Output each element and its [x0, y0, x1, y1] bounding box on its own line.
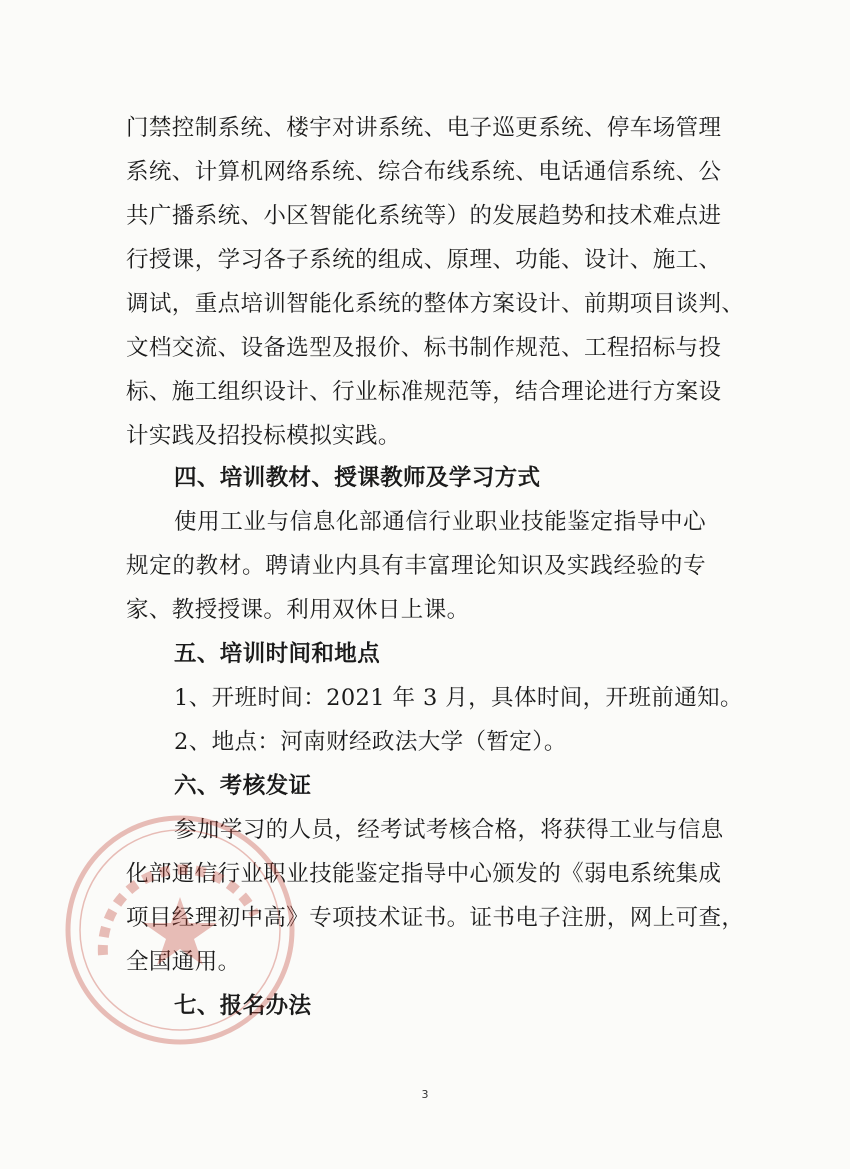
location-item: 2、地点：河南财经政法大学（暂定）。	[174, 729, 567, 755]
paragraph-line: 文档交流、设备选型及报价、标书制作规范、工程招标与投	[126, 335, 722, 361]
paragraph-line: 使用工业与信息化部通信行业职业技能鉴定指导中心	[174, 509, 706, 535]
paragraph-line: 调试，重点培训智能化系统的整体方案设计、前期项目谈判、	[126, 291, 745, 317]
section-heading-6: 六、考核发证	[174, 773, 312, 799]
paragraph-line: 行授课，学习各子系统的组成、原理、功能、设计、施工、	[126, 247, 722, 273]
section-heading-4: 四、培训教材、授课教师及学习方式	[174, 465, 541, 491]
paragraph-line: 化部通信行业职业技能鉴定指导中心颁发的《弱电系统集成	[126, 861, 722, 887]
paragraph-line: 项目经理初中高》专项技术证书。证书电子注册，网上可查，	[126, 905, 745, 931]
paragraph-line: 全国通用。	[126, 949, 241, 975]
paragraph-line: 规定的教材。聘请业内具有丰富理论知识及实践经验的专	[126, 553, 706, 579]
paragraph-line: 标、施工组织设计、行业标准规范等，结合理论进行方案设	[126, 379, 722, 405]
schedule-item: 1、开班时间：2021 年 3 月，具体时间，开班前通知。	[174, 685, 743, 711]
paragraph-line: 系统、计算机网络系统、综合布线系统、电话通信系统、公	[126, 159, 722, 185]
page-number: 3	[421, 1088, 429, 1101]
paragraph-line: 共广播系统、小区智能化系统等）的发展趋势和技术难点进	[126, 203, 722, 229]
official-seal-icon	[55, 805, 305, 1055]
paragraph-line: 家、教授授课。利用双休日上课。	[126, 597, 470, 623]
section-heading-5: 五、培训时间和地点	[174, 641, 381, 667]
paragraph-line: 计实践及招投标模拟实践。	[126, 423, 401, 449]
paragraph-line: 参加学习的人员，经考试考核合格，将获得工业与信息	[174, 817, 724, 843]
paragraph-line: 门禁控制系统、楼宇对讲系统、电子巡更系统、停车场管理	[126, 115, 722, 141]
section-heading-7: 七、报名办法	[174, 993, 312, 1019]
